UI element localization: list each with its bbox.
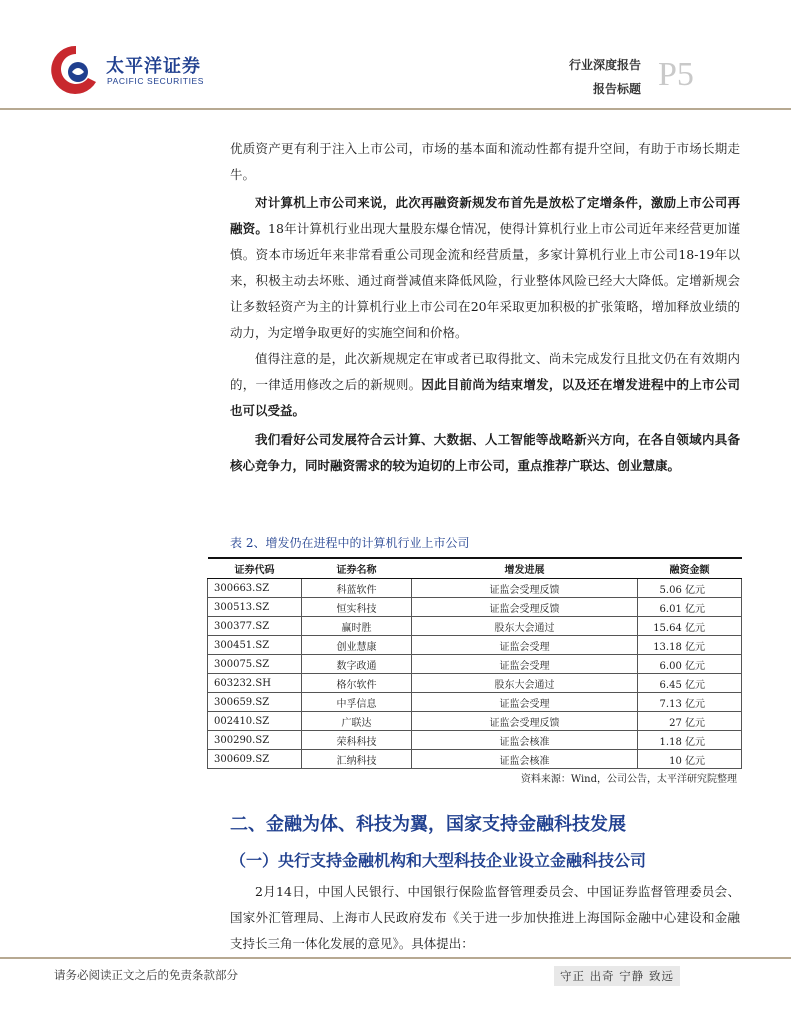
footer-motto: 守正 出奇 宁静 致远 xyxy=(554,966,680,986)
paragraph-3-bold: 因此目前尚为结束增发，以及还在增发进程中的上市公司也可以受益。 xyxy=(230,377,740,418)
paragraph-4 xyxy=(230,427,740,479)
cell-code: 300075.SZ xyxy=(208,655,302,674)
cell-code: 603232.SH xyxy=(208,674,302,693)
paragraph-1-text: 优质资产更有利于注入上市公司，市场的基本面和流动性都有提升空间，有助于市场长期走牛。 xyxy=(230,141,740,182)
paragraph-2-bold: 对计算机上市公司来说，此次再融资新规发布首先是放松了定增条件，激励上市公司再融资。 xyxy=(230,195,740,236)
paragraph-5 xyxy=(230,879,740,957)
table-row xyxy=(208,731,742,750)
company-logo xyxy=(50,42,210,98)
table-row xyxy=(208,693,742,712)
cell-amount: 1.18 亿元 xyxy=(638,731,742,750)
cell-amount: 7.13 亿元 xyxy=(638,693,742,712)
cell-name: 赢时胜 xyxy=(302,617,412,636)
cell-code: 300513.SZ xyxy=(208,598,302,617)
paragraph-5-text: 2月14日，中国人民银行、中国银行保险监督管理委员会、中国证券监督管理委员会、国家外汇管理局、上海市人民政府发布《关于进一步加快推进上海国际金融中心建设和金融支持长三角一体化发展的意见》。具体提出： xyxy=(230,884,740,951)
logo-text-en: PACIFIC SECURITIES xyxy=(107,76,205,86)
cell-code: 300290.SZ xyxy=(208,731,302,750)
table-row xyxy=(208,655,742,674)
report-type: 行业深度报告 xyxy=(568,58,641,72)
cell-amount: 6.45 亿元 xyxy=(638,674,742,693)
cell-name: 创业慧康 xyxy=(302,636,412,655)
table-source: 资料来源：Wind，公司公告，太平洋研究院整理 xyxy=(520,774,737,785)
cell-progress: 证监会核准 xyxy=(412,731,638,750)
cell-name: 汇纳科技 xyxy=(302,750,412,769)
cell-amount: 15.64 亿元 xyxy=(638,617,742,636)
cell-amount: 6.00 亿元 xyxy=(638,655,742,674)
table-row xyxy=(208,617,742,636)
section-heading: 二、金融为体、科技为翼，国家支持金融科技发展 xyxy=(230,814,626,835)
cell-progress: 证监会受理 xyxy=(412,655,638,674)
cell-amount: 6.01 亿元 xyxy=(638,598,742,617)
table-caption: 表 2、增发仍在进程中的计算机行业上市公司 xyxy=(230,536,470,550)
cell-name: 荣科科技 xyxy=(302,731,412,750)
cell-name: 广联达 xyxy=(302,712,412,731)
table-header-row xyxy=(208,558,742,579)
col-header-name: 证券名称 xyxy=(302,558,412,579)
table-body xyxy=(208,579,742,769)
cell-name: 科蓝软件 xyxy=(302,579,412,598)
cell-name: 中孚信息 xyxy=(302,693,412,712)
cell-progress: 证监会核准 xyxy=(412,750,638,769)
data-table xyxy=(207,557,742,769)
paragraph-4-bold: 我们看好公司发展符合云计算、大数据、人工智能等战略新兴方向，在各自领域内具备核心竞争力，同时融资需求的较为迫切的上市公司，重点推荐广联达、创业慧康。 xyxy=(230,432,740,473)
footer-divider xyxy=(0,957,791,959)
cell-name: 数字政通 xyxy=(302,655,412,674)
paragraph-1 xyxy=(230,136,740,188)
cell-code: 300451.SZ xyxy=(208,636,302,655)
paragraph-2-text: 18年计算机行业出现大量股东爆仓情况，使得计算机行业上市公司近年来经营更加谨慎。资本市场近年来非常看重公司现金流和经营质量，多家计算机行业上市公司18-19年以来，积极主动去坏账、通过商誉减值来降低风险，行业整体风险已经大大降低。定增新规会让多数轻资产为主的计算机行业上市公司在20年采取更加积极的扩张策略，增加释放业绩的动力，为定增争取更好的实施空间和价格。 xyxy=(230,221,740,340)
cell-progress: 证监会受理 xyxy=(412,693,638,712)
subsection-heading: （一）央行支持金融机构和大型科技企业设立金融科技公司 xyxy=(230,851,647,870)
table-row xyxy=(208,598,742,617)
paragraph-3-text: 值得注意的是，此次新规规定在审或者已取得批文、尚未完成发行且批文仍在有效期内的，一律适用修改之后的新规则。 xyxy=(230,351,740,392)
cell-progress: 股东大会通过 xyxy=(412,674,638,693)
footer-disclaimer: 请务必阅读正文之后的免责条款部分 xyxy=(54,968,238,982)
cell-code: 300609.SZ xyxy=(208,750,302,769)
cell-amount: 13.18 亿元 xyxy=(638,636,742,655)
header-divider xyxy=(0,108,791,110)
cell-progress: 证监会受理反馈 xyxy=(412,598,638,617)
logo-emblem-icon xyxy=(50,42,102,98)
cell-progress: 证监会受理反馈 xyxy=(412,579,638,598)
cell-name: 恒实科技 xyxy=(302,598,412,617)
paragraph-2 xyxy=(230,190,740,346)
cell-progress: 证监会受理反馈 xyxy=(412,712,638,731)
cell-name: 格尔软件 xyxy=(302,674,412,693)
table-row xyxy=(208,579,742,598)
table-row xyxy=(208,636,742,655)
cell-code: 002410.SZ xyxy=(208,712,302,731)
cell-amount: 10 亿元 xyxy=(638,750,742,769)
cell-progress: 股东大会通过 xyxy=(412,617,638,636)
cell-progress: 证监会受理 xyxy=(412,636,638,655)
table-row xyxy=(208,712,742,731)
logo-text-cn: 太平洋证券 xyxy=(106,56,201,77)
table-row xyxy=(208,674,742,693)
cell-code: 300377.SZ xyxy=(208,617,302,636)
cell-code: 300659.SZ xyxy=(208,693,302,712)
report-title: 报告标题 xyxy=(592,82,641,96)
table-row xyxy=(208,750,742,769)
col-header-progress: 增发进展 xyxy=(412,558,638,579)
page-number: P5 xyxy=(658,56,694,93)
paragraph-3 xyxy=(230,346,740,424)
cell-code: 300663.SZ xyxy=(208,579,302,598)
cell-amount: 5.06 亿元 xyxy=(638,579,742,598)
col-header-amount: 融资金额 xyxy=(638,558,742,579)
cell-amount: 27 亿元 xyxy=(638,712,742,731)
col-header-code: 证券代码 xyxy=(208,558,302,579)
